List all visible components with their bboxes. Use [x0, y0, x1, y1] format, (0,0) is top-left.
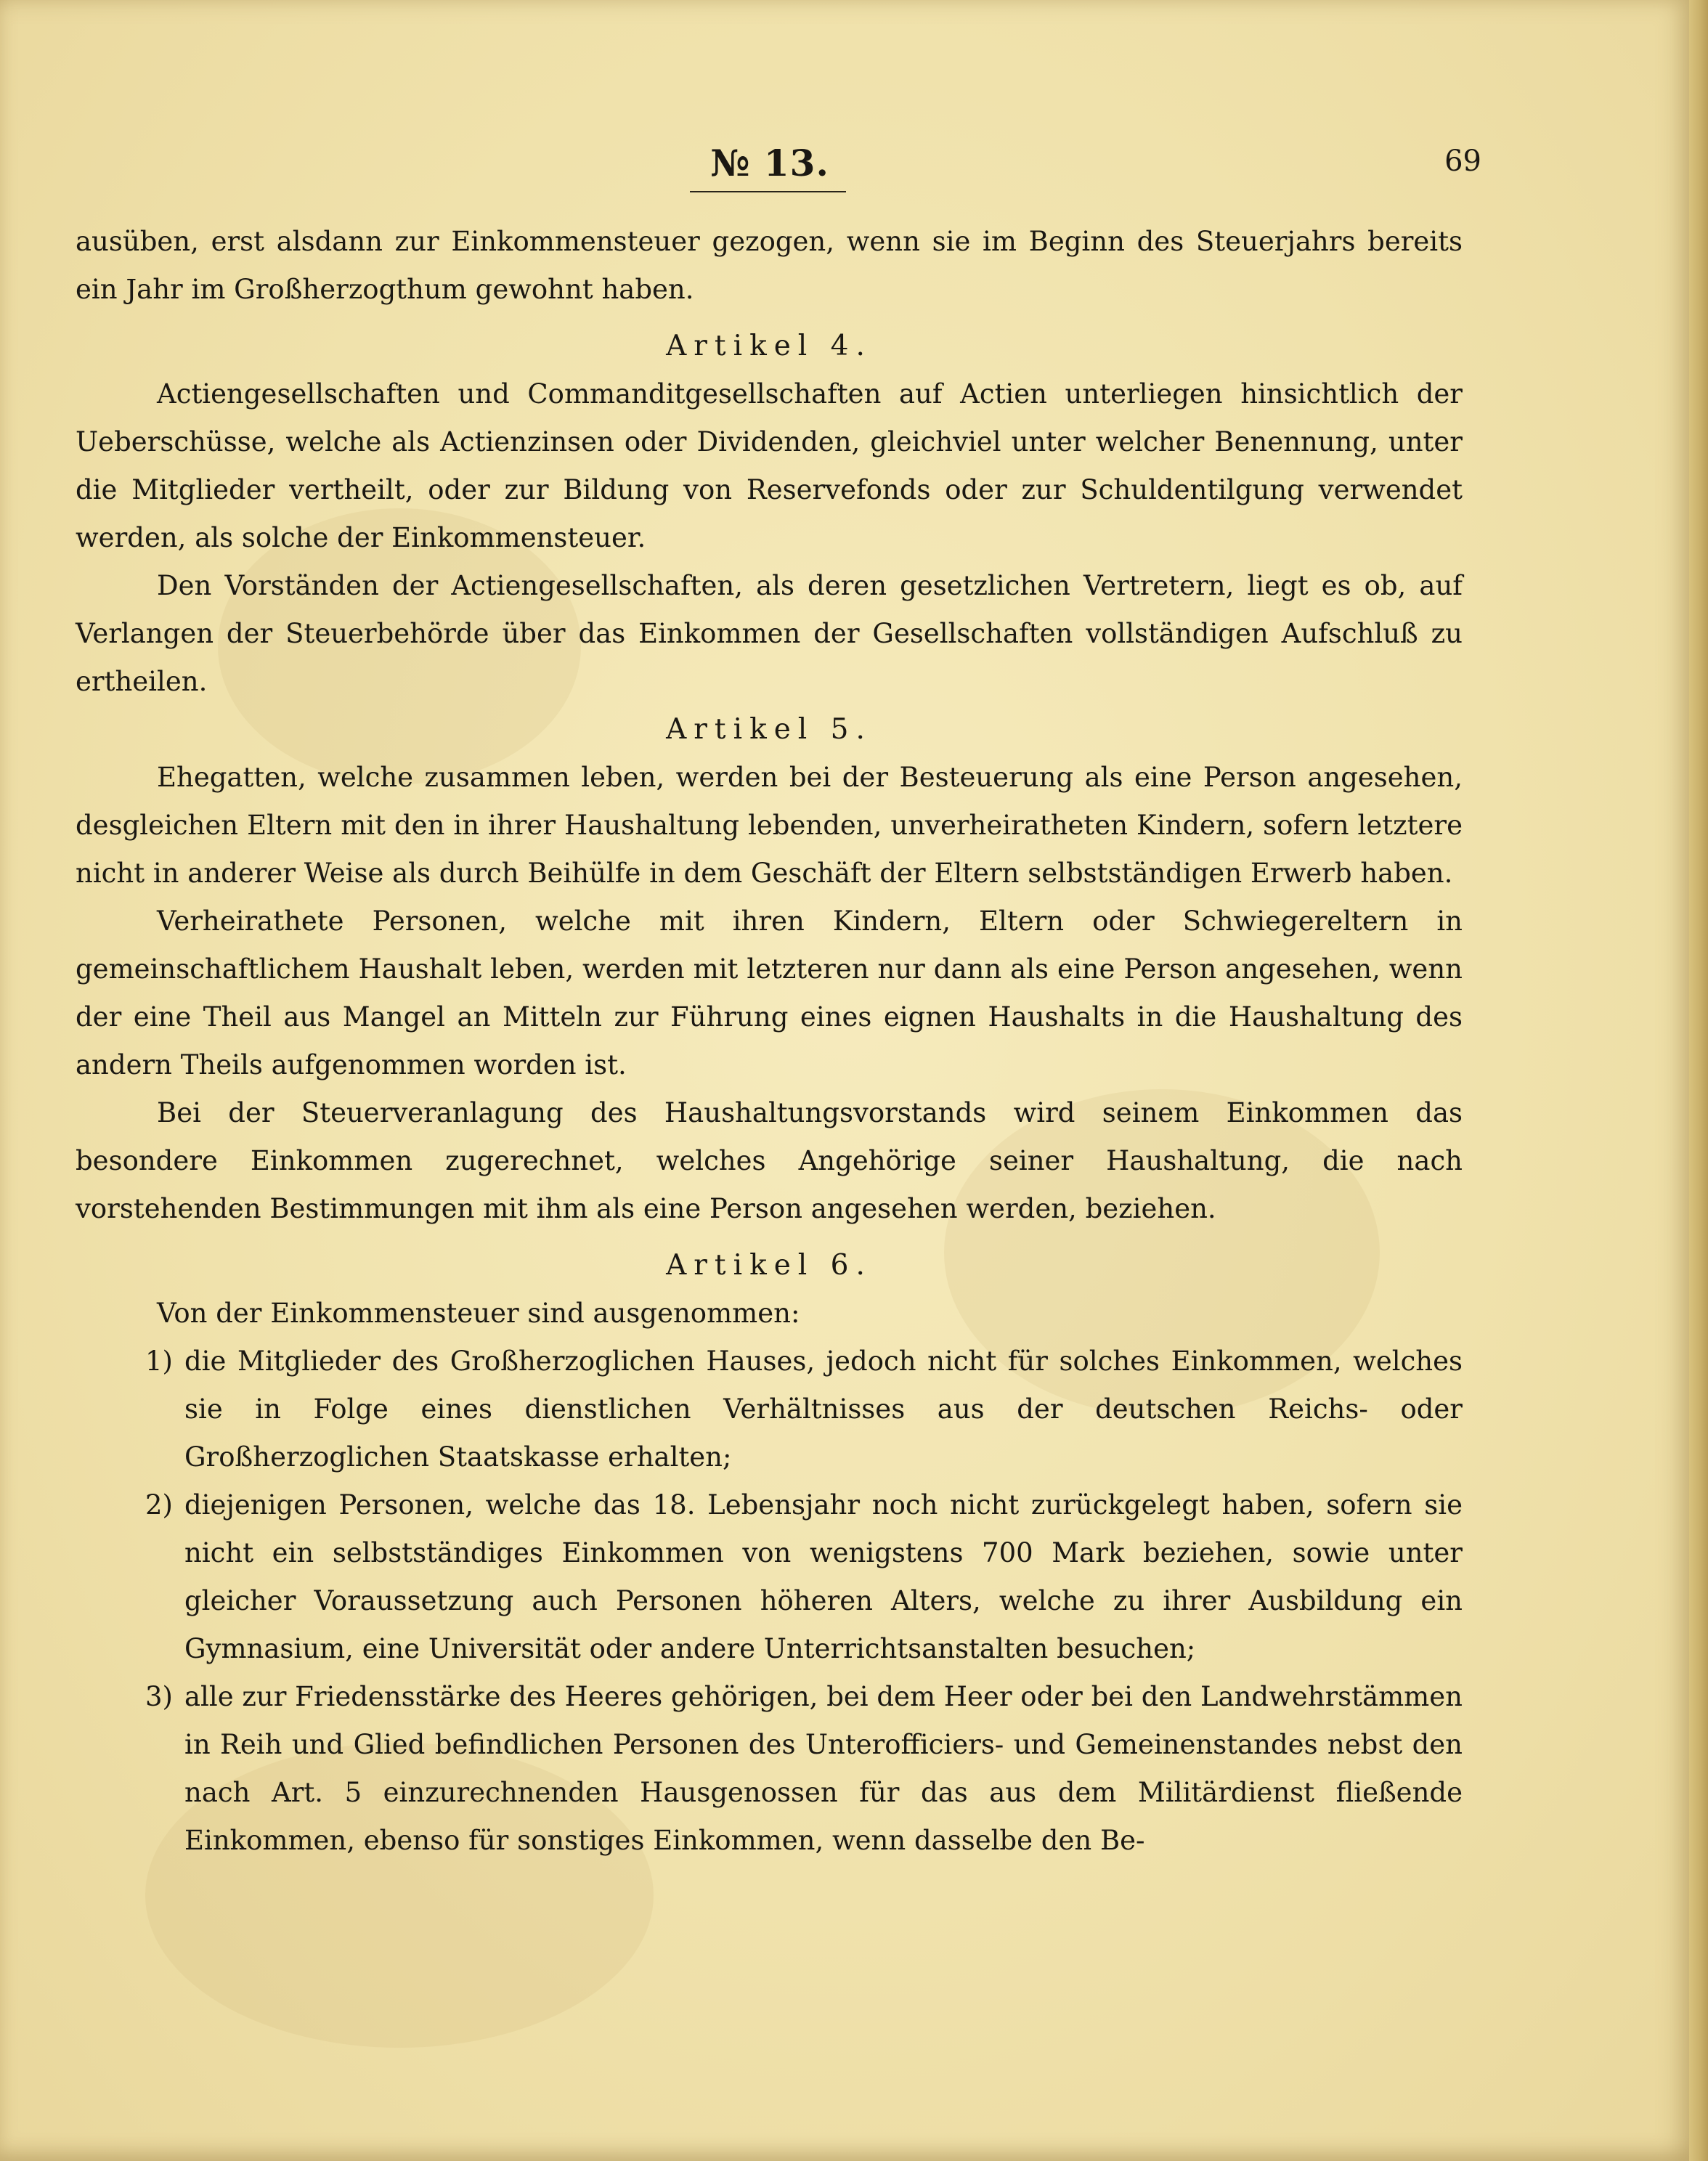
article-5-paragraph-3: Bei der Steuerveranlagung des Haushaltungsvorstands wird seinem Einkommen das besondere Einkommen zugerechnet, welches Angehörige seiner Haushaltung, die nach vorstehenden Bestimmungen mit ihm als eine Person angesehen werden, beziehen.: [76, 1097, 1463, 1224]
article-6-intro: Von der Einkommensteuer sind ausgenommen:: [157, 1298, 800, 1329]
list-item: [76, 1481, 1463, 1673]
list-item-text: alle zur Friedensstärke des Heeres gehörigen, bei dem Heer oder bei den Landwehrstämmen in Reih und Glied befindlichen Personen des Unterofficiers- und Gemeinenstandes nebst den nach Art. 5 einzurechnenden Hausgenossen für das aus dem Militärdienst fließende Einkommen, ebenso für sonstiges Einkommen, wenn dasselbe den Be-: [184, 1681, 1463, 1856]
article-4-paragraph-2: Den Vorständen der Actiengesellschaften, als deren gesetzlichen Vertretern, liegt es ob, auf Verlangen der Steuerbehörde über das Einkommen der Gesellschaften vollständigen Aufschluß zu ertheilen.: [76, 570, 1463, 697]
article-4-paragraph-1: Actiengesellschaften und Commanditgesellschaften auf Actien unterliegen hinsichtlich der Ueberschüsse, welche als Actienzinsen oder Dividenden, gleichviel unter welcher Benennung, unter die Mitglieder vertheilt, oder zur Bildung von Reservefonds oder zur Schuldentilgung verwendet werden, als solche der Einkommensteuer.: [76, 378, 1463, 553]
page-header: [0, 142, 1692, 200]
paragraph-continuation: ausüben, erst alsdann zur Einkommensteuer gezogen, wenn sie im Beginn des Steuerjahrs bereits ein Jahr im Großherzogthum gewohnt haben.: [76, 226, 1463, 305]
list-item: [76, 1673, 1463, 1865]
article-5-paragraph-1: Ehegatten, welche zusammen leben, werden bei der Besteuerung als eine Person angesehen, desgleichen Eltern mit den in ihrer Haushaltung lebenden, unverheiratheten Kindern, sofern letztere nicht in anderer Weise als durch Beihülfe in dem Geschäft der Eltern selbstständigen Erwerb haben.: [76, 762, 1463, 889]
article-5-paragraph-2: Verheirathete Personen, welche mit ihren Kindern, Eltern oder Schwiegereltern in gemeinschaftlichem Haushalt leben, werden mit letzteren nur dann als eine Person angesehen, wenn der eine Theil aus Mangel an Mitteln zur Führung eines eignen Haushalts in die Haushaltung des andern Theils aufgenommen worden ist.: [76, 905, 1463, 1080]
list-item-number: 1): [145, 1346, 173, 1377]
list-item-number: 3): [145, 1681, 173, 1712]
page-number: 69: [1444, 145, 1481, 178]
page-edge: [1689, 0, 1708, 2161]
article-5-title: Artikel 5.: [666, 713, 872, 746]
list-item-number: 2): [145, 1489, 173, 1521]
article-4-title: Artikel 4.: [666, 330, 872, 362]
issue-number: № 13.: [710, 142, 829, 184]
issue-underline: [690, 191, 846, 192]
list-item: [76, 1338, 1463, 1481]
document-body: [76, 218, 1463, 1865]
list-item-text: diejenigen Personen, welche das 18. Lebensjahr noch nicht zurückgelegt haben, sofern sie nicht ein selbstständiges Einkommen von wenigstens 700 Mark beziehen, sowie unter gleicher Voraussetzung auch Personen höheren Alters, welche zu ihrer Ausbildung ein Gymnasium, eine Universität oder andere Unterrichtsanstalten besuchen;: [184, 1489, 1463, 1664]
list-item-text: die Mitglieder des Großherzoglichen Hauses, jedoch nicht für solches Einkommen, welches sie in Folge eines dienstlichen Verhältnisses aus der deutschen Reichs- oder Großherzoglichen Staatskasse erhalten;: [184, 1346, 1463, 1473]
article-6-title: Artikel 6.: [666, 1249, 872, 1282]
